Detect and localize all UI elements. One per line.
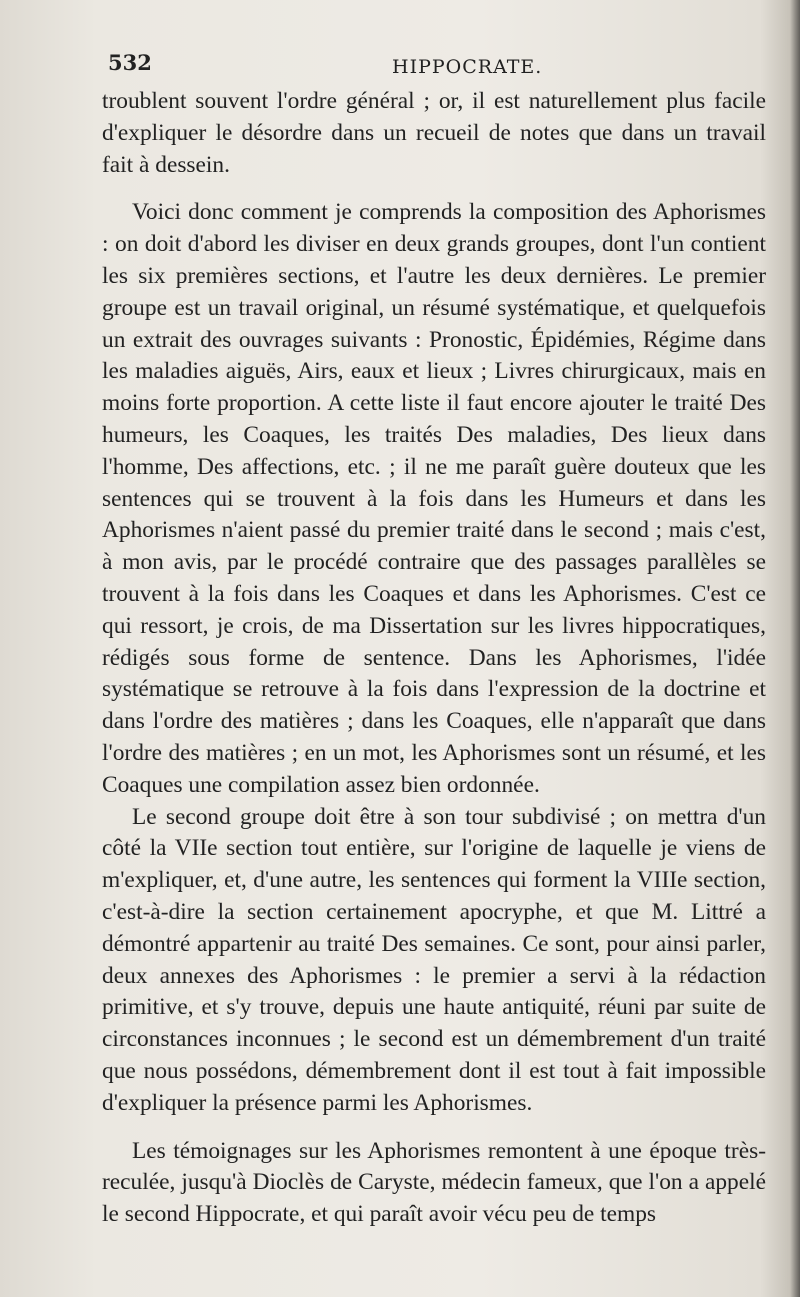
page-header: [0, 50, 800, 84]
paragraph-4: Les témoignages sur les Aphorismes remontent à une époque très-reculée, jusqu'à Dioclès de Caryste, médecin fameux, que l'on a appelé le second Hippocrate, et qui paraît avoir vécu peu de temps: [102, 1137, 766, 1228]
paragraph-2: Voici donc comment je comprends la composition des Aphorismes : on doit d'abord les diviser en deux grands groupes, dont l'un contient les six premières sections, et l'autre les deux dernières. Le premier groupe est un travail original, un résumé systématique, et quelquefois un extrait des ouvrages suivants : Pronostic, Épidémies, Régime dans les maladies aiguës, Airs, eaux et lieux ; Livres chirurgicaux, mais en moins forte proportion. A cette liste il faut encore ajouter le traité Des humeurs, les Coaques, les traités Des maladies, Des lieux dans l'homme, Des affections, etc. ; il ne me paraît guère douteux que les sentences qui se trouvent à la fois dans les Humeurs et dans les Aphorismes n'aient passé du premier traité dans le second ; mais c'est, à mon avis, par le procédé contraire que des passages parallèles se trouvent à la fois dans les Coaques et dans les Aphorismes. C'est ce qui ressort, je crois, de ma Dissertation sur les livres hippocratiques, rédigés sous forme de sentence. Dans les Aphorismes, l'idée systématique se retrouve à la fois dans l'expression de la doctrine et dans l'ordre des matières ; dans les Coaques, elle n'apparaît que dans l'ordre des matières ; en un mot, les Aphorismes sont un résumé, et les Coaques une compilation assez bien ordonnée.: [102, 199, 766, 798]
page-number: 532: [108, 50, 152, 75]
body-text: [102, 86, 766, 1231]
paragraph-1: troublent souvent l'ordre général ; or, il est naturellement plus facile d'expliquer le désordre dans un recueil de notes que dans un travail fait à dessein.: [102, 88, 766, 178]
running-title: HIPPOCRATE.: [392, 56, 543, 78]
paragraph-3: Le second groupe doit être à son tour subdivisé ; on mettra d'un côté la VIIe section tout entière, sur l'origine de laquelle je viens de m'expliquer, et, d'une autre, les sentences qui forment la VIIIe section, c'est-à-dire la section certainement apocryphe, et que M. Littré a démontré appartenir au traité Des semaines. Ce sont, pour ainsi parler, deux annexes des Aphorismes : le premier a servi à la rédaction primitive, et s'y trouve, depuis une haute antiquité, réuni par suite de circonstances inconnues ; le second est un démembrement d'un traité que nous possédons, démembrement dont il est tout à fait impossible d'expliquer la présence parmi les Aphorismes.: [102, 803, 766, 1116]
page-binding-shadow: [790, 0, 800, 1297]
